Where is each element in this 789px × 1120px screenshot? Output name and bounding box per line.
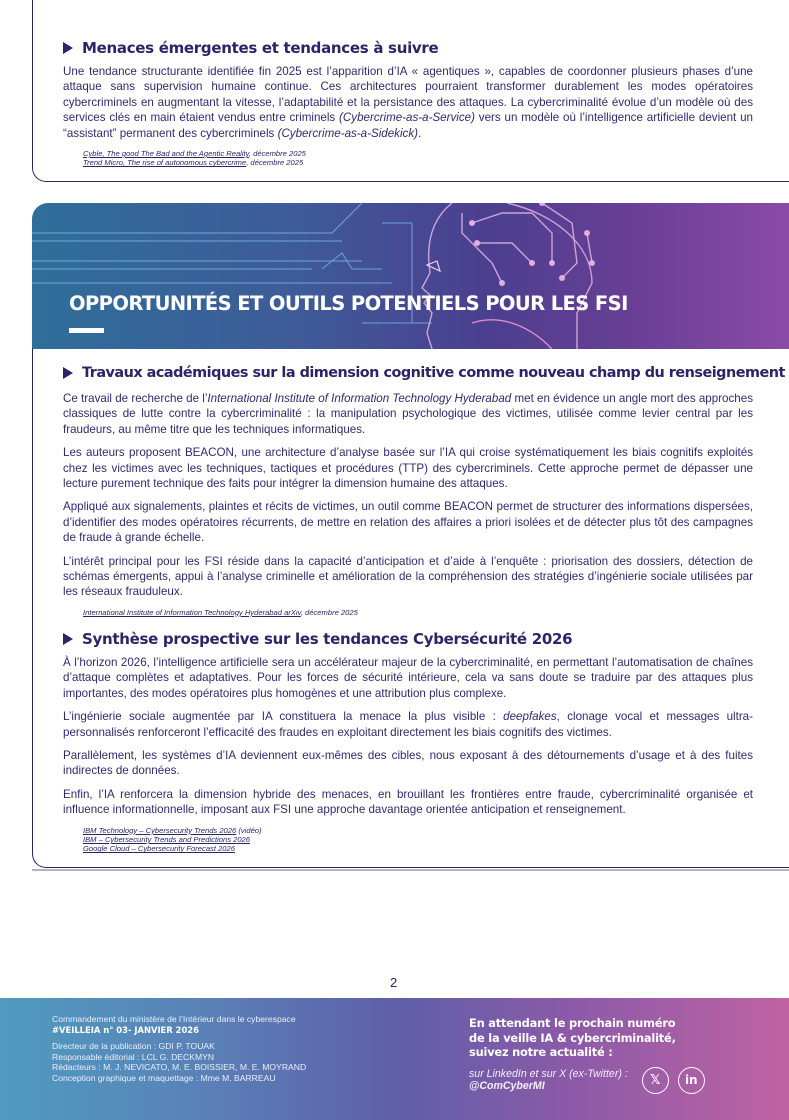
references <box>63 608 753 617</box>
text: Une tendance structurante identifiée fin 2025 est l’apparition d’IA « agentiques », capables de coordonner plusieurs phases d’une attaque sans supervision humaine continue. Ces architectures pourraient transformer durablement les modes opératoires cybercriminels en augmentant la vitesse, l’adaptabilité et la persistance des attaques. La cybercriminalité évolue d’un modèle où des services clés en main étaient vendus entre criminels <box>63 65 753 125</box>
text: Ce travail de recherche de l’ <box>63 392 208 405</box>
section-emerging-threats <box>63 39 753 168</box>
reference-item <box>83 149 753 158</box>
banner-underline <box>69 328 104 333</box>
social-icons <box>642 1067 705 1094</box>
reference-date: , décembre 2025 <box>248 149 306 159</box>
reference-date: , décembre 2025 <box>246 158 304 168</box>
paragraph: Appliqué aux signalements, plaintes et récits de victimes, un outil comme BEACON permet de structurer des informations dispersées, d’identifier des modes opératoires récurrents, de mettre en relation des affaires a priori isolées et de détecter plus tôt des campagnes de fraude à grande échelle. <box>63 500 753 545</box>
circuit-head-illustration <box>32 203 789 349</box>
section-title: Menaces émergentes et tendances à suivre <box>82 39 439 57</box>
social-caption: sur LinkedIn et sur X (ex-Twitter) : <box>469 1067 628 1080</box>
publication-info <box>52 1014 306 1084</box>
credit-line: Directeur de la publication : GDI P. TOUAK <box>52 1041 215 1052</box>
reference-date: , décembre 2025 <box>300 607 358 617</box>
social-row <box>469 1067 769 1094</box>
credit-line: Rédacteurs : M. J. NEVICATO, M. E. BOISSIER, M. E. MOYRAND <box>52 1062 307 1073</box>
linkedin-icon[interactable]: in <box>678 1067 705 1094</box>
triangle-bullet-icon <box>63 42 73 54</box>
reference-link[interactable]: IBM – Cybersecurity Trends and Predictions 2026 <box>83 835 250 845</box>
text: met en évidence un angle mort des approches classiques de lutte contre la cybercriminalité : la manipulation psychologique des victimes, utilisée comme levier central par les fraudeurs, au même titre que les techniques informatiques. <box>63 392 753 436</box>
reference-link[interactable]: Cyble, The good The Bad and the Agentic Reality <box>83 149 249 159</box>
emphasis: (Cybercrime-as-a-Sidekick) <box>277 126 419 140</box>
reference-link[interactable]: Google Cloud – Cybersecurity Forecast 2026 <box>83 844 235 854</box>
x-twitter-icon[interactable]: 𝕏 <box>642 1067 669 1094</box>
section-heading <box>63 365 785 381</box>
reference-item <box>83 844 753 853</box>
section-banner <box>32 203 789 349</box>
banner-title: OPPORTUNITÉS ET OUTILS POTENTIELS POUR LES FSI <box>69 292 628 315</box>
text: L’ingénierie sociale augmentée par IA constituera la menace la plus visible : <box>63 710 504 724</box>
social-text <box>469 1068 628 1093</box>
credit-line: Responsable éditorial : LCL G. DECKMYN <box>52 1051 215 1062</box>
paragraph: À l’horizon 2026, l’intelligence artificielle sera un accélérateur majeur de la cybercriminalité, en permettant l’automatisation de chaînes d’attaque complètes et adaptatives. Pour les forces de sécurité intérieure, cela va sans doute se traduire par des attaques plus importantes, des modes opératoires plus homogènes et une attribution plus complexe. <box>63 656 753 700</box>
section-title: Synthèse prospective sur les tendances Cybersécurité 2026 <box>82 630 573 648</box>
issue-label: #VEILLEIA n° 03- JANVIER 2026 <box>52 1024 199 1035</box>
section-heading <box>63 39 753 57</box>
triangle-bullet-icon <box>63 367 73 379</box>
text: vers un modèle où l’intelligence artificielle devient un “assistant” permanent des cybercriminels <box>63 111 753 140</box>
social-handle: @ComCyberMI <box>469 1080 545 1093</box>
reference-link[interactable]: International Institute of Information Technology Hyderabad arXiv <box>83 607 301 617</box>
credit-line: Conception graphique et maquettage : Mme M. BARREAU <box>52 1072 276 1083</box>
references <box>63 149 753 168</box>
emphasis: International Institute of Information Technology Hyderabad <box>207 392 512 405</box>
page-number: 2 <box>390 975 398 990</box>
paragraph <box>63 64 753 141</box>
paragraph: Parallèlement, les systèmes d’IA deviennent eux-mêmes des cibles, nous exposant à des détournements d’usage et à des fuites indirectes de données. <box>63 749 753 778</box>
triangle-bullet-icon <box>63 633 73 645</box>
reference-note: (vidéo) <box>236 825 262 835</box>
text: . <box>418 126 422 140</box>
credits <box>52 1041 306 1083</box>
reference-item <box>83 826 753 835</box>
paragraph: Les auteurs proposent BEACON, une architecture d’analyse basée sur l’IA qui croise systématiquement les biais cognitifs exploités chez les victimes avec les techniques, tactiques et procédures (TTP) des cybercriminels. Cette approche permet de dépasser une lecture purement technique des faits pour intégrer la dimension humaine des attaques. <box>63 446 753 491</box>
section-title: Travaux académiques sur la dimension cognitive comme nouveau champ du renseignement <box>82 365 785 381</box>
follow-cta <box>469 1016 769 1060</box>
section-heading <box>63 630 753 648</box>
reference-item <box>83 608 753 617</box>
follow-us <box>469 1016 769 1094</box>
emphasis: deepfakes <box>503 710 557 724</box>
reference-item <box>83 158 753 167</box>
emphasis: (Cybercrime-as-a-Service) <box>339 111 475 125</box>
reference-link[interactable]: IBM Technology – Cybersecurity Trends 2026 <box>83 825 237 835</box>
paragraph <box>63 391 753 437</box>
text: , clonage vocal et messages ultra-personnalisés renforceront l’efficacité des fraudes en exploitant directement les biais cognitifs des victimes. <box>63 710 753 739</box>
reference-link[interactable]: Trend Micro, The rise of autonomous cybercrime <box>83 158 247 168</box>
cta-line: En attendant le prochain numéro <box>469 1016 676 1030</box>
references <box>63 826 753 854</box>
section-academic-work <box>63 365 785 617</box>
section-synthesis-2026 <box>63 630 753 854</box>
paragraph <box>63 709 753 740</box>
paragraph: L’intérêt principal pour les FSI réside dans la capacité d’anticipation et d’aide à l’enquête : priorisation des dossiers, détection de schémas émergents, appui à l’analyse criminelle et amélioration de la compréhension des stratégies d’ingénierie sociale utilisées par les réseaux frauduleux. <box>63 554 753 599</box>
cta-line: suivez notre actualité : <box>469 1045 613 1060</box>
paragraph: Enfin, l’IA renforcera la dimension hybride des menaces, en brouillant les frontières entre fraude, cybercriminalité organisée et influence informationnelle, imposant aux FSI une approche davantage orientée anticipation et renseignement. <box>63 787 753 817</box>
reference-item <box>83 835 753 844</box>
footer <box>0 998 789 1120</box>
cta-line: de la veille IA & cybercriminalité, <box>469 1030 676 1045</box>
organization-name: Commandement du ministère de l’Intérieur dans le cyberespace <box>52 1014 296 1024</box>
